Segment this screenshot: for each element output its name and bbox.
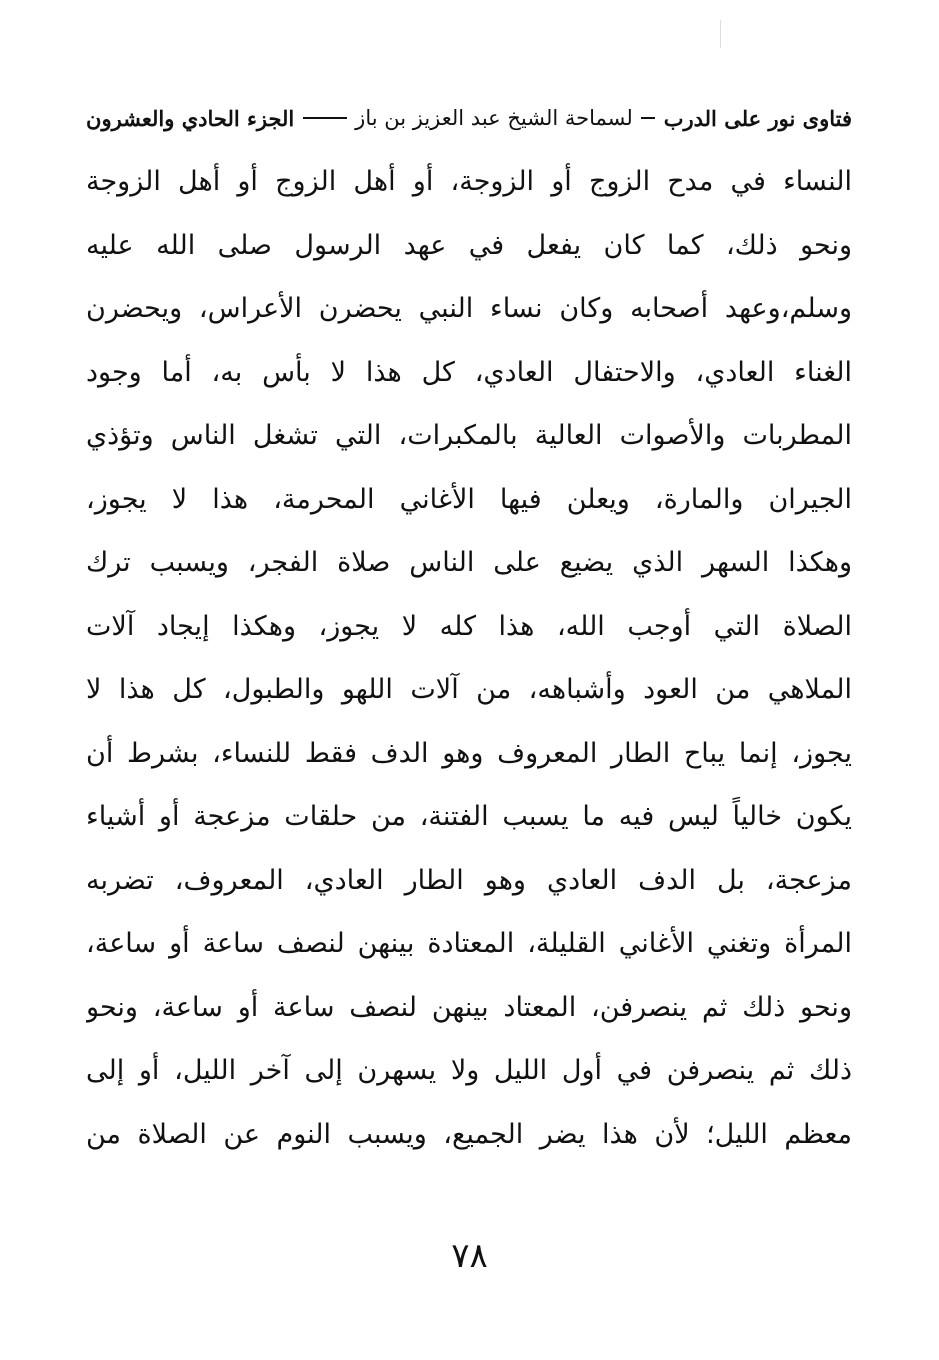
text-line: مزعجة، بل الدف العادي وهو الطار العادي، المعروف، تضربه [86,864,852,896]
text-line: الملاهي من العود وأشباهه، من آلات اللهو والطبول، كل هذا لا [86,674,852,705]
text-line: ذلك ثم ينصرفن في أول الليل ولا يسهرن إلى آخر الليل، أو إلى [86,1055,852,1086]
book-title: فتاوى نور على الدرب [663,105,852,131]
text-line: ونحو ذلك، كما كان يفعل في عهد الرسول صلى الله عليه [86,229,852,261]
page-number: ٧٨ [451,1236,488,1276]
text-line: الجيران والمارة، ويعلن فيها الأغاني المحرمة، هذا لا يجوز، [86,483,852,515]
text-line: يجوز، إنما يباح الطار المعروف وهو الدف فقط للنساء، بشرط أن [86,737,852,769]
text-line: المطربات والأصوات العالية بالمكبرات، التي تشغل الناس وتؤذي [86,420,852,451]
text-line: الغناء العادي، والاحتفال العادي، كل هذا لا بأس به، أما وجود [86,356,852,388]
text-line: وسلم،وعهد أصحابه وكان نساء النبي يحضرن الأعراس، ويحضرن [86,293,852,324]
running-header [86,100,852,136]
volume-title: الجزء الحادي والعشرون [86,105,295,131]
scan-margin-mark [720,20,721,48]
text-line: معظم الليل؛ لأن هذا يضر الجميع، ويسبب النوم عن الصلاة من [86,1118,852,1150]
body-text [86,150,852,1166]
text-line: ونحو ذلك ثم ينصرفن، المعتاد بينهن لنصف ساعة أو ساعة، ونحو [86,991,852,1023]
author-name: لسماحة الشيخ عبد العزيز بن باز [355,106,633,130]
text-line: وهكذا السهر الذي يضيع على الناس صلاة الفجر، ويسبب ترك [86,547,852,578]
text-line: الصلاة التي أوجب الله، هذا كله لا يجوز، وهكذا إيجاد آلات [86,610,852,642]
header-dash-long [303,117,347,119]
text-line: المرأة وتغني الأغاني القليلة، المعتادة بينهن لنصف ساعة أو ساعة، [86,928,852,959]
header-dash-short [641,117,655,119]
text-line: النساء في مدح الزوج أو الزوجة، أو أهل الزوج أو أهل الزوجة [86,166,852,197]
text-line: يكون خالياً ليس فيه ما يسبب الفتنة، من حلقات مزعجة أو أشياء [86,801,852,832]
